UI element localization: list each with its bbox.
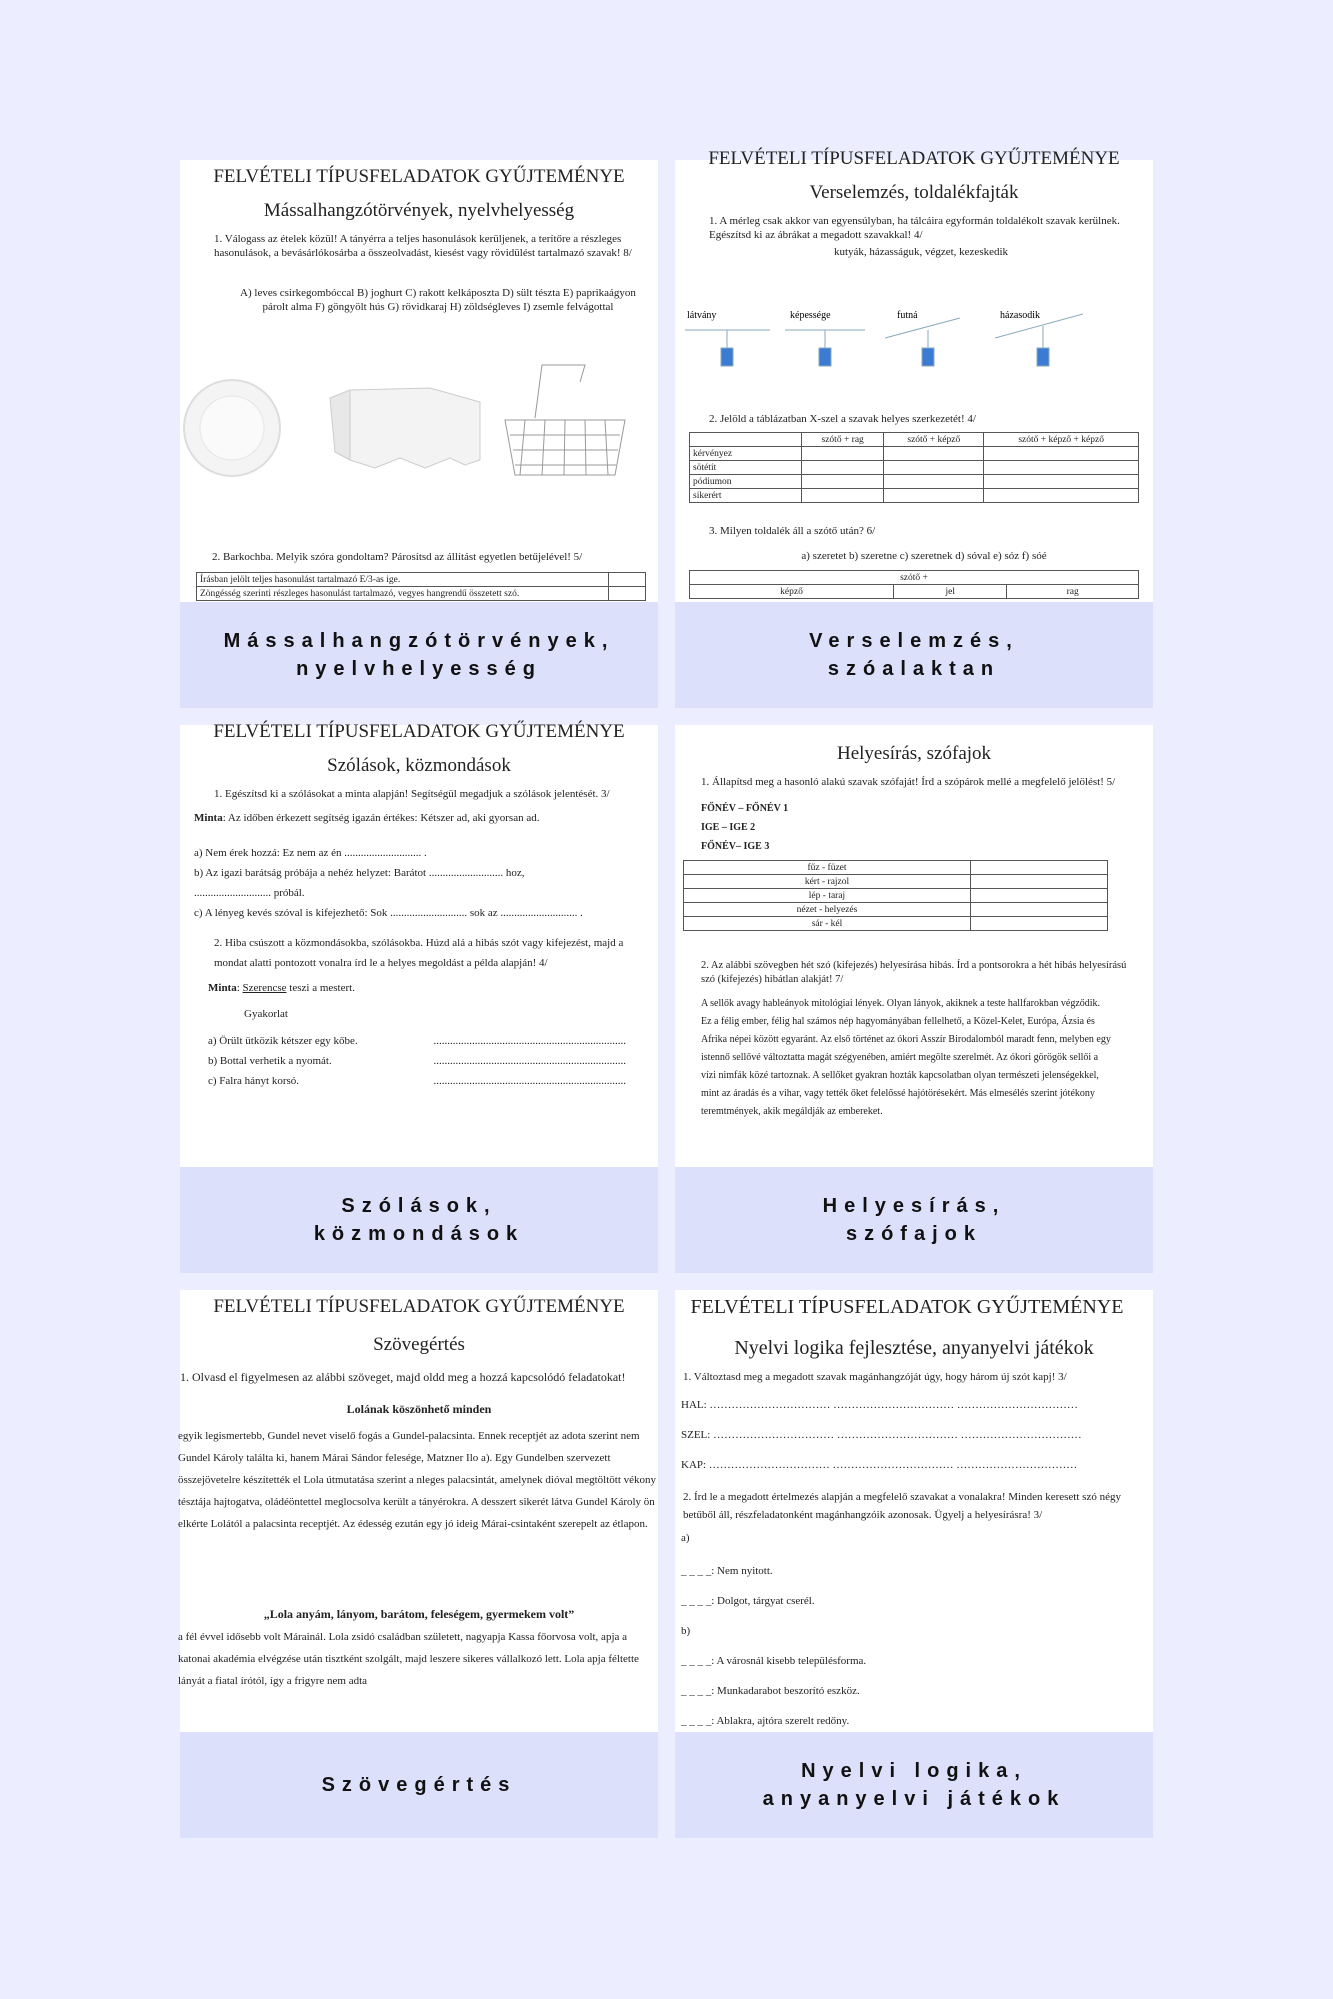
table-cell: kérvényez — [690, 447, 802, 461]
product-card-helyesiras[interactable] — [675, 725, 1153, 1273]
example-label: Minta — [194, 812, 223, 824]
worksheet-title: Nyelvi logika fejlesztése, anyanyelvi játékok — [734, 1337, 1094, 1359]
card-caption-text: Nyelvi logika, anyanyelvi játékok — [762, 1760, 1066, 1810]
worksheet-title: Verselemzés, toldalékfajták — [809, 182, 1019, 203]
word-pairs-table — [683, 860, 1108, 931]
example-text — [194, 811, 644, 825]
worksheet-header: FELVÉTELI TÍPUSFELADATOK GYŰJTEMÉNYE — [690, 1296, 1124, 1318]
worksheet-preview — [180, 721, 658, 1167]
task-text: 1. Változtasd meg a megadott szavak magánhangzóját úgy, hogy három új szót kapj! 3/ — [683, 1371, 1067, 1383]
example-sentence: teszi a mestert. — [286, 982, 355, 994]
example-text: Minta: Szerencse teszi a mestert. — [208, 982, 355, 994]
table-cell: pódiumon — [690, 475, 802, 489]
section-label: b) — [681, 1625, 691, 1637]
worksheet-title: Mássalhangzótörvények, nyelvhelyesség — [263, 200, 575, 221]
task-text: 2. Az alábbi szövegben hét szó (kifejezés) helyesírása hibás. Írd a pontsorokra a hét hibás helyesírású szó (kifejezés) hibátlan alakját! 7/ — [701, 960, 1127, 985]
list-item: _ _ _ _: Ablakra, ajtóra szerelt redőny. — [681, 1715, 850, 1727]
worksheet-header: FELVÉTELI TÍPUSFELADATOK GYŰJTEMÉNYE — [213, 166, 625, 187]
table-head-cell: képző — [690, 585, 894, 599]
list-item: a) Örült ütközik kétszer egy kőbe. ...................................................................... — [208, 1035, 626, 1047]
worksheet-header: FELVÉTELI TÍPUSFELADATOK GYŰJTEMÉNYE — [708, 148, 1120, 169]
worksheet-header: FELVÉTELI TÍPUSFELADATOK GYŰJTEMÉNYE — [213, 721, 625, 742]
task-text: 2. Barkochba. Melyik szóra gondoltam? Párosítsd az állítást egyetlen betűjelével! 5/ — [212, 551, 583, 563]
word-line: KAP: …………………………… …………………………… …………………………… — [681, 1459, 1078, 1471]
scale-word: látvány — [687, 310, 717, 321]
example-sentence: : Az időben érkezett segítség igazán értékes: Kétszer ad, aki gyorsan ad. — [222, 812, 540, 824]
scales-illustration — [675, 308, 1153, 378]
worksheet-preview — [675, 725, 1153, 1167]
practice-heading: Gyakorlat — [244, 1008, 288, 1020]
text-subtitle: Lolának köszönhető minden — [346, 1402, 492, 1416]
table-cell: sikerért — [690, 489, 802, 503]
task-text: 1. Állapítsd meg a hasonló alakú szavak szófaját! Írd a szópárok mellé a megfelelő jelölést! 5/ — [701, 776, 1116, 788]
text-quote: „Lola anyám, lányom, barátom, feleségem, gyermekem volt” — [263, 1607, 575, 1621]
scale-icon — [995, 314, 1083, 366]
given-words: kutyák, házasságuk, végzet, kezeskedik — [833, 246, 1009, 258]
list-item: c) A lényeg kevés szóval is kifejezhető: Sok ............................ sok az ............................ . — [194, 907, 583, 919]
task-text: 2. Hiba csúszott a közmondásokba, szólásokba. Húzd alá a hibás szót vagy kifejezést, majd a mondat alatti pontozott vonalra írd le a helyes megoldást a példa alapján! 4/ — [214, 937, 624, 969]
list-item: ............................ próbál. — [194, 887, 305, 899]
card-caption-text: Helyesírás, szófajok — [822, 1195, 1006, 1245]
scale-icon — [685, 330, 770, 366]
card-caption-text: Szövegértés — [321, 1774, 517, 1796]
card-caption — [675, 602, 1153, 708]
task-items: a) szeretet b) szeretne c) szeretnek d) sóval e) sóz f) sóé — [801, 550, 1047, 562]
task-text: 1. Válogass az ételek közül! A tányérra a teljes hasonulások kerüljenek, a terítőre a részleges hasonulások, a bevásárlókosárba a összeolvadást, kiesést vagy rövidülést tartalmazó szavak! 8/ — [214, 233, 632, 259]
table-head-cell: szótő + képző — [884, 433, 984, 447]
basket-icon — [505, 365, 625, 475]
table-cell: Írásban jelölt teljes hasonulást tartalmazó E/3-as ige. — [197, 573, 609, 587]
table-head-cell: szótő + — [690, 571, 1139, 585]
table-cell: sár - kél — [684, 917, 971, 931]
scale-word: képessége — [790, 310, 831, 321]
table-head-cell: szótő + rag — [802, 433, 884, 447]
word-line: SZEL: …………………………… …………………………… …………………………… — [681, 1429, 1082, 1441]
plate-tablecloth-basket-illustration — [180, 360, 658, 510]
table-cell: lép - taraj — [684, 889, 971, 903]
suffix-table — [689, 570, 1139, 599]
worksheet-title: Szólások, közmondások — [327, 755, 511, 776]
structure-table — [689, 432, 1139, 503]
list-item: _ _ _ _: Nem nyitott. — [681, 1565, 773, 1577]
product-card-szovegertes[interactable] — [180, 1290, 658, 1838]
card-caption — [180, 1732, 658, 1838]
task-text: 3. Milyen toldalék áll a szótő után? 6/ — [709, 525, 876, 537]
table-head-cell: jel — [894, 585, 1007, 599]
answer-table — [196, 572, 646, 601]
list-item: c) Falra hányt korsó. ...................................................................... — [208, 1075, 626, 1087]
list-item: b) Bottal verhetik a nyomát. ...................................................................... — [208, 1055, 626, 1067]
card-caption — [675, 1732, 1153, 1838]
code-item: FŐNÉV – FŐNÉV 1 — [701, 803, 789, 814]
task-text: 1. Egészítsd ki a szólásokat a minta alapján! Segítségül megadjuk a szólások jelentését. 3/ — [214, 788, 610, 800]
table-cell: nézet - helyezés — [684, 903, 971, 917]
list-item: _ _ _ _: Munkadarabot beszorító eszköz. — [681, 1685, 860, 1697]
worksheet-header: FELVÉTELI TÍPUSFELADATOK GYŰJTEMÉNYE — [213, 1296, 625, 1317]
list-item: a) Nem érek hozzá: Ez nem az én ............................ . — [194, 847, 427, 859]
table-cell: kért - rajzol — [684, 875, 971, 889]
worksheet-title: Helyesírás, szófajok — [836, 743, 992, 764]
example-label: Minta — [208, 982, 237, 994]
list-item: _ _ _ _: Dolgot, tárgyat cserél. — [681, 1595, 815, 1607]
plate-icon — [184, 380, 280, 476]
section-label: a) — [681, 1532, 690, 1544]
card-caption — [180, 602, 658, 708]
scale-word: házasodik — [1000, 310, 1040, 321]
scale-icon — [885, 318, 960, 366]
card-caption-text: Mássalhangzótörvények, nyelvhelyesség — [223, 630, 615, 680]
worksheet-title: Szövegértés — [373, 1334, 465, 1355]
scale-icon — [785, 330, 865, 366]
word-line: HAL: …………………………… …………………………… …………………………… — [681, 1399, 1078, 1411]
task-text: 2. Írd le a megadott értelmezés alapján a megfelelő szavakat a vonalakra! Minden keresett szó négy betűből áll, részfeladatonként magánhangzóik azonosak. Ügyelj a helyesírásra! 3/ — [683, 1491, 1121, 1521]
card-caption — [180, 1167, 658, 1273]
worksheet-preview — [180, 1290, 658, 1732]
table-cell: fűz - füzet — [684, 861, 971, 875]
card-caption-text: Szólások, közmondások — [313, 1195, 525, 1245]
worksheet-paragraph: A sellők avagy hableányok mitológiai lények. Olyan lányok, akiknek a teste hallfarokban végződik. Ez a félig ember, félig hal számos nép hagyományában fellelhető, a Közel-Kelet, Európa, Ázsia és Afrika népei között egyaránt. Az első történet az ókori Asszír Birodalomból maradt fenn, melyben egy istennő sellővé változtatta magát szégyenében, amiért megölte szerelmét. Az ókori görögök sellői a vízi nimfák közé tartoznak. A sellőket gyakran hozták kapcsolatban olyan természeti jelenségekkel, mint az áradás és a vihar, vagy tették őket felelőssé hajótörésekért. Más elmesélés szerint jótékony teremtmények, akik megáldják az embereket. — [701, 998, 1111, 1117]
worksheet-preview — [180, 160, 658, 602]
list-item: _ _ _ _: A városnál kisebb településforma. — [681, 1655, 867, 1667]
worksheet-paragraph: egyik legismertebb, Gundel nevet viselő fogás a Gundel-palacsinta. Ennek receptjét az adota szerint nem Gundel Károly találta ki, hanem Márai Sándor felesége, Matzner Ilo a). Egy Gundelben szervezett összejövetelre készítették el Lola útmutatása szerint a nleges palacsintát, amelynek dióval megtöltött vékony tésztája hajtogatva, oládéöntettel meglocsolva került a tányérokra. A desszert sikerét látva Gundel Károly ön elkérte Lolától a palacsinta receptjét. Az édesség ezután egy jó ideig Márai-csintaként szerepelt az étlapon. — [178, 1430, 657, 1530]
product-card-nyelvi-logika[interactable] — [675, 1290, 1153, 1838]
options-text: A) leves csirkegombóccal B) joghurt C) rakott kelkáposzta D) sült tészta E) paprikaágyon párolt alma F) göngyölt hús G) rövidkaraj H) zöldségleves I) zsemle felvágottal — [240, 287, 636, 313]
product-card-massalhangzo[interactable] — [180, 160, 658, 708]
task-text: 2. Jelöld a táblázatban X-szel a szavak helyes szerkezetét! 4/ — [709, 413, 976, 425]
example-underlined-word: Szerencse — [242, 982, 287, 994]
product-card-szolasok[interactable] — [180, 721, 658, 1273]
table-head-cell — [690, 433, 802, 447]
worksheet-paragraph: a fél évvel idősebb volt Márainál. Lola zsidó családban született, nagyapja Kassa főorvosa volt, apja a katonai akadémia elvégzése után tisztként szolgált, majd leszere sikeres vállalkozó lett. Lola apja féltette lányát a fiatal írótól, így a frigyre nem adta — [178, 1631, 639, 1687]
scale-word: futná — [897, 310, 918, 321]
product-card-verselemzes[interactable] — [675, 148, 1153, 708]
code-item: IGE – IGE 2 — [701, 822, 756, 833]
code-item: FŐNÉV– IGE 3 — [701, 841, 770, 852]
table-cell: sötétít — [690, 461, 802, 475]
card-caption-text: Verselemzés, szóalaktan — [809, 630, 1019, 680]
table-head-cell: rag — [1007, 585, 1139, 599]
card-caption — [675, 1167, 1153, 1273]
worksheet-preview — [675, 148, 1153, 602]
task-text: 1. A mérleg csak akkor van egyensúlyban, ha tálcáira egyformán toldalékolt szavak kerülnek. Egészítsd ki az ábrákat a megadott szavakkal! 4/ — [709, 215, 1120, 241]
table-cell: Zöngésség szerinti részleges hasonulást tartalmazó, vegyes hangrendű összetett szó. — [197, 587, 609, 601]
worksheet-preview — [675, 1290, 1153, 1732]
table-head-cell: szótő + képző + képző — [984, 433, 1139, 447]
task-text: 1. Olvasd el figyelmesen az alábbi szöveget, majd oldd meg a hozzá kapcsolódó feladatokat! — [180, 1370, 626, 1384]
list-item: b) Az igazi barátság próbája a nehéz helyzet: Barátot ........................... hoz, — [194, 867, 525, 879]
tablecloth-icon — [330, 388, 480, 468]
